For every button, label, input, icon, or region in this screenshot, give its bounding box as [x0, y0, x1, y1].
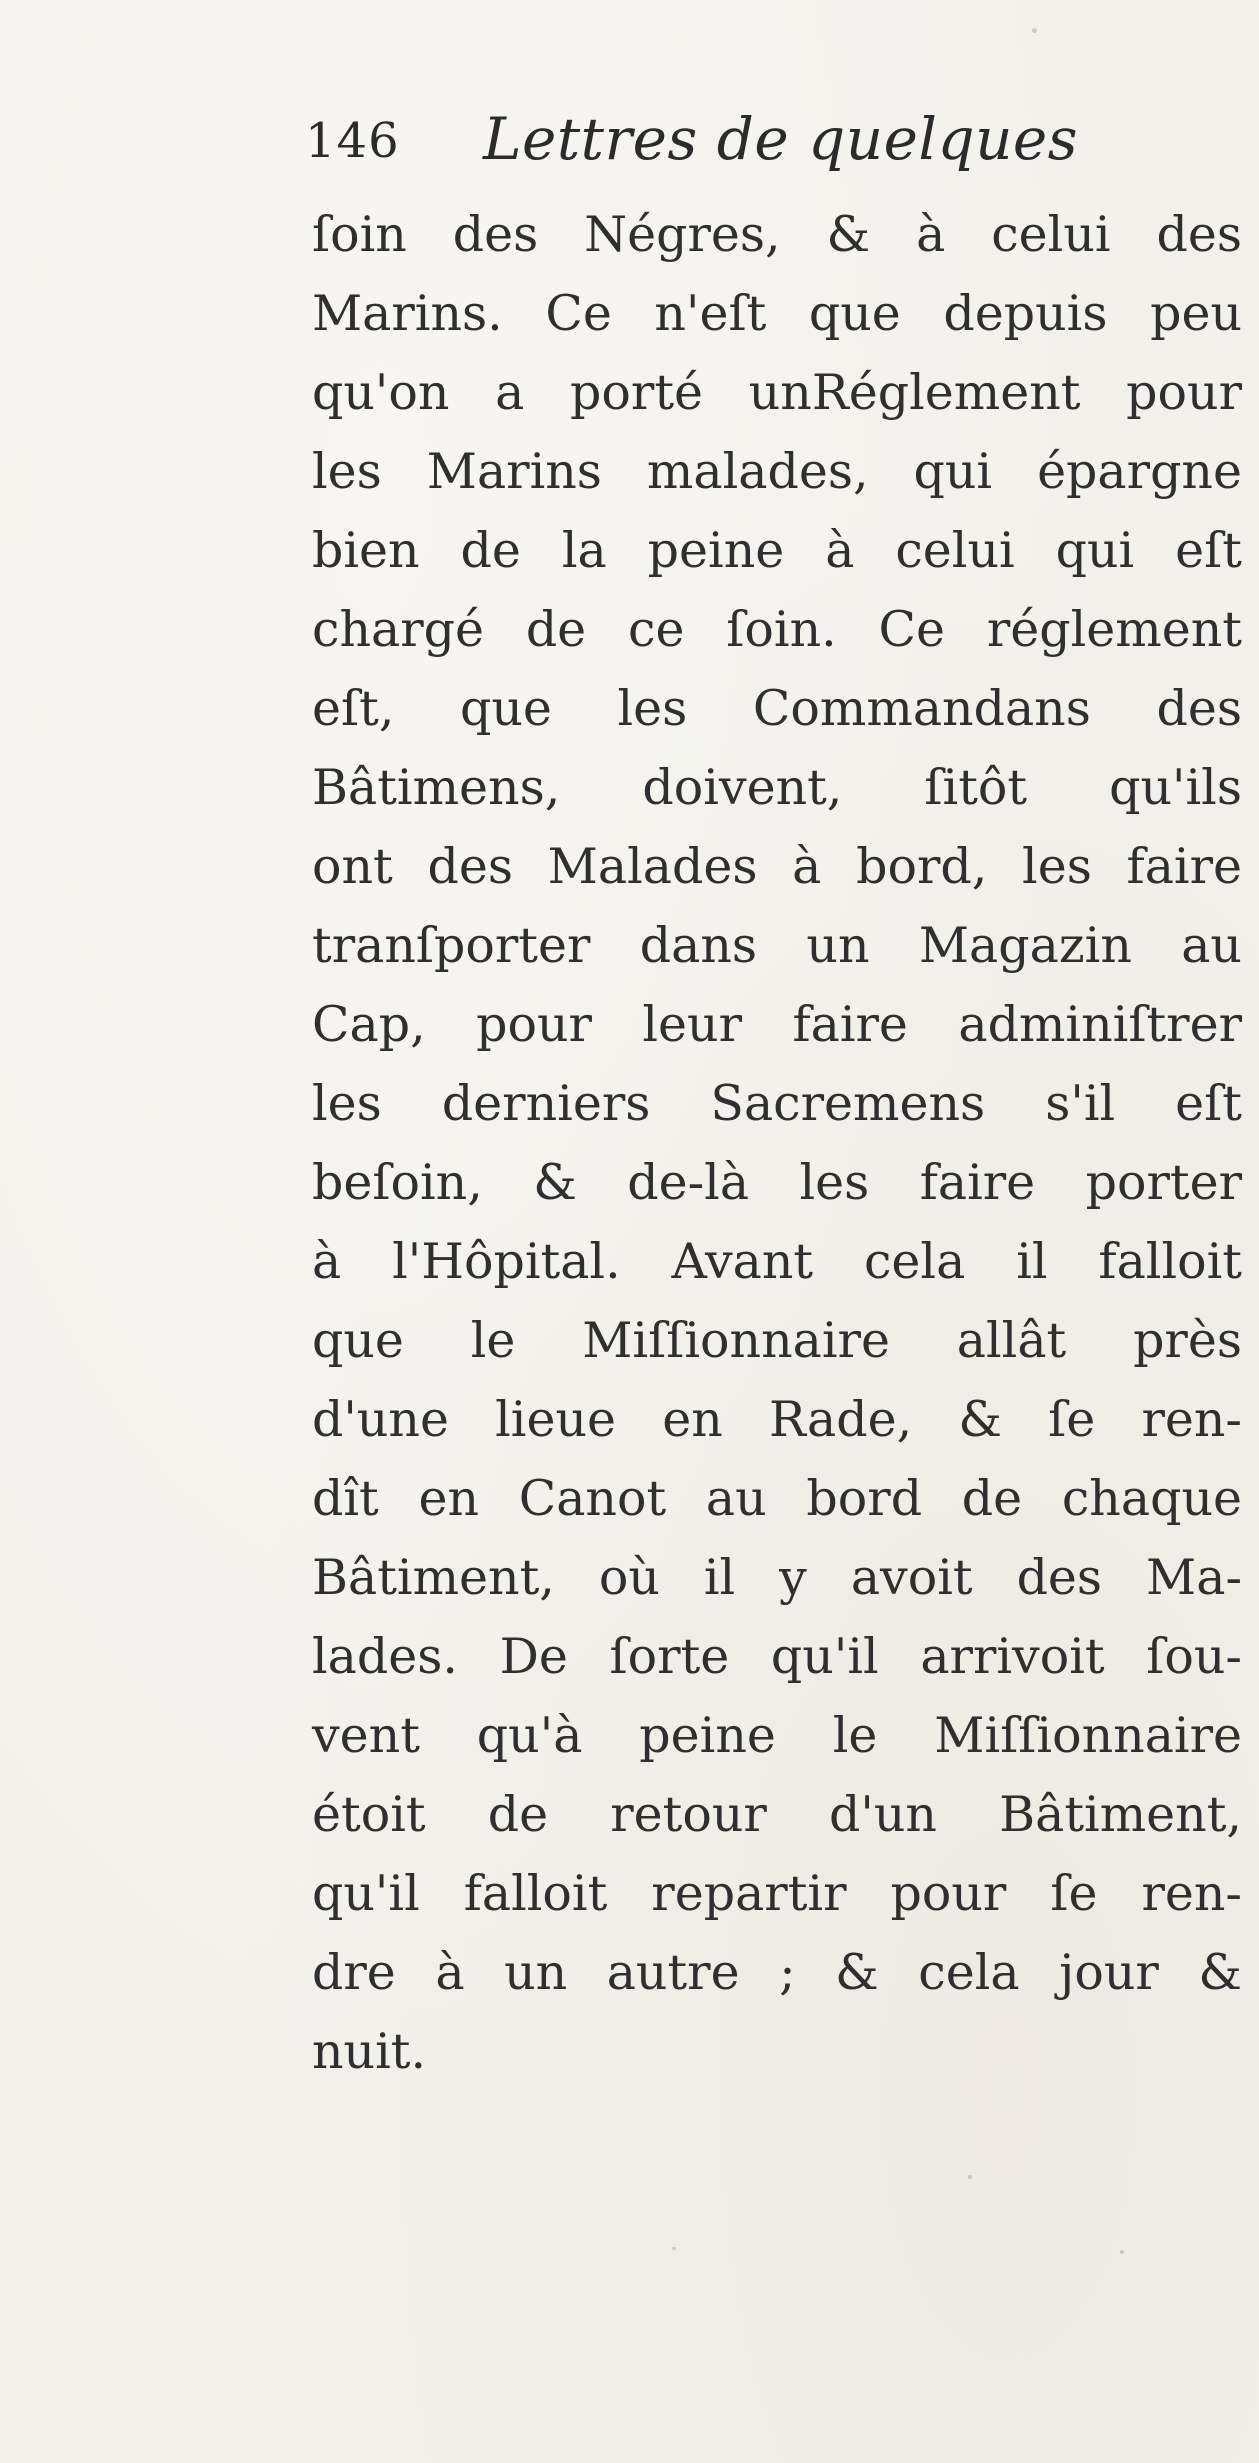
text-line: dre à un autre ; & cela jour & [312, 1944, 1242, 2001]
text-line: eſt, que les Commandans des [312, 680, 1242, 737]
running-title: Lettres de quelques [483, 105, 1079, 173]
text-line: les derniers Sacremens s'il eſt [312, 1075, 1242, 1132]
text-line: tranſporter dans un Magazin au [312, 917, 1242, 974]
running-head [305, 105, 1125, 195]
paper-speck [672, 2247, 676, 2250]
text-line: Bâtiment, où il y avoit des Ma- [312, 1549, 1242, 1606]
text-line: Bâtimens, doivent, ſitôt qu'ils [312, 759, 1242, 816]
page-number: 146 [305, 113, 400, 169]
text-line: ont des Malades à bord, les faire [312, 838, 1242, 895]
text-line: bien de la peine à celui qui eſt [312, 522, 1242, 579]
text-line: étoit de retour d'un Bâtiment, [312, 1786, 1242, 1843]
text-line: d'une lieue en Rade, & ſe ren- [312, 1391, 1242, 1448]
text-line: dît en Canot au bord de chaque [312, 1470, 1242, 1527]
text-line: qu'on a porté unRéglement pour [312, 364, 1242, 421]
text-line: chargé de ce ſoin. Ce réglement [312, 601, 1242, 658]
paper-speck [1032, 28, 1037, 33]
text-line: nuit. [312, 2023, 427, 2080]
text-line: beſoin, & de-là les faire porter [312, 1154, 1242, 1211]
text-line: vent qu'à peine le Miſſionnaire [312, 1707, 1242, 1764]
paper-speck [968, 2175, 972, 2179]
text-line: lades. De ſorte qu'il arrivoit ſou- [312, 1628, 1242, 1685]
text-line: Marins. Ce n'eſt que depuis peu [312, 285, 1242, 342]
text-line: que le Miſſionnaire allât près [312, 1312, 1242, 1369]
text-line: les Marins malades, qui épargne [312, 443, 1242, 500]
body-text [312, 195, 1242, 2091]
text-line: ſoin des Négres, & à celui des [312, 206, 1242, 263]
text-line: qu'il falloit repartir pour ſe ren- [312, 1865, 1242, 1922]
text-line: à l'Hôpital. Avant cela il falloit [312, 1233, 1242, 1290]
paper-speck [1120, 2250, 1124, 2254]
text-line: Cap, pour leur faire adminiſtrer [312, 996, 1242, 1053]
